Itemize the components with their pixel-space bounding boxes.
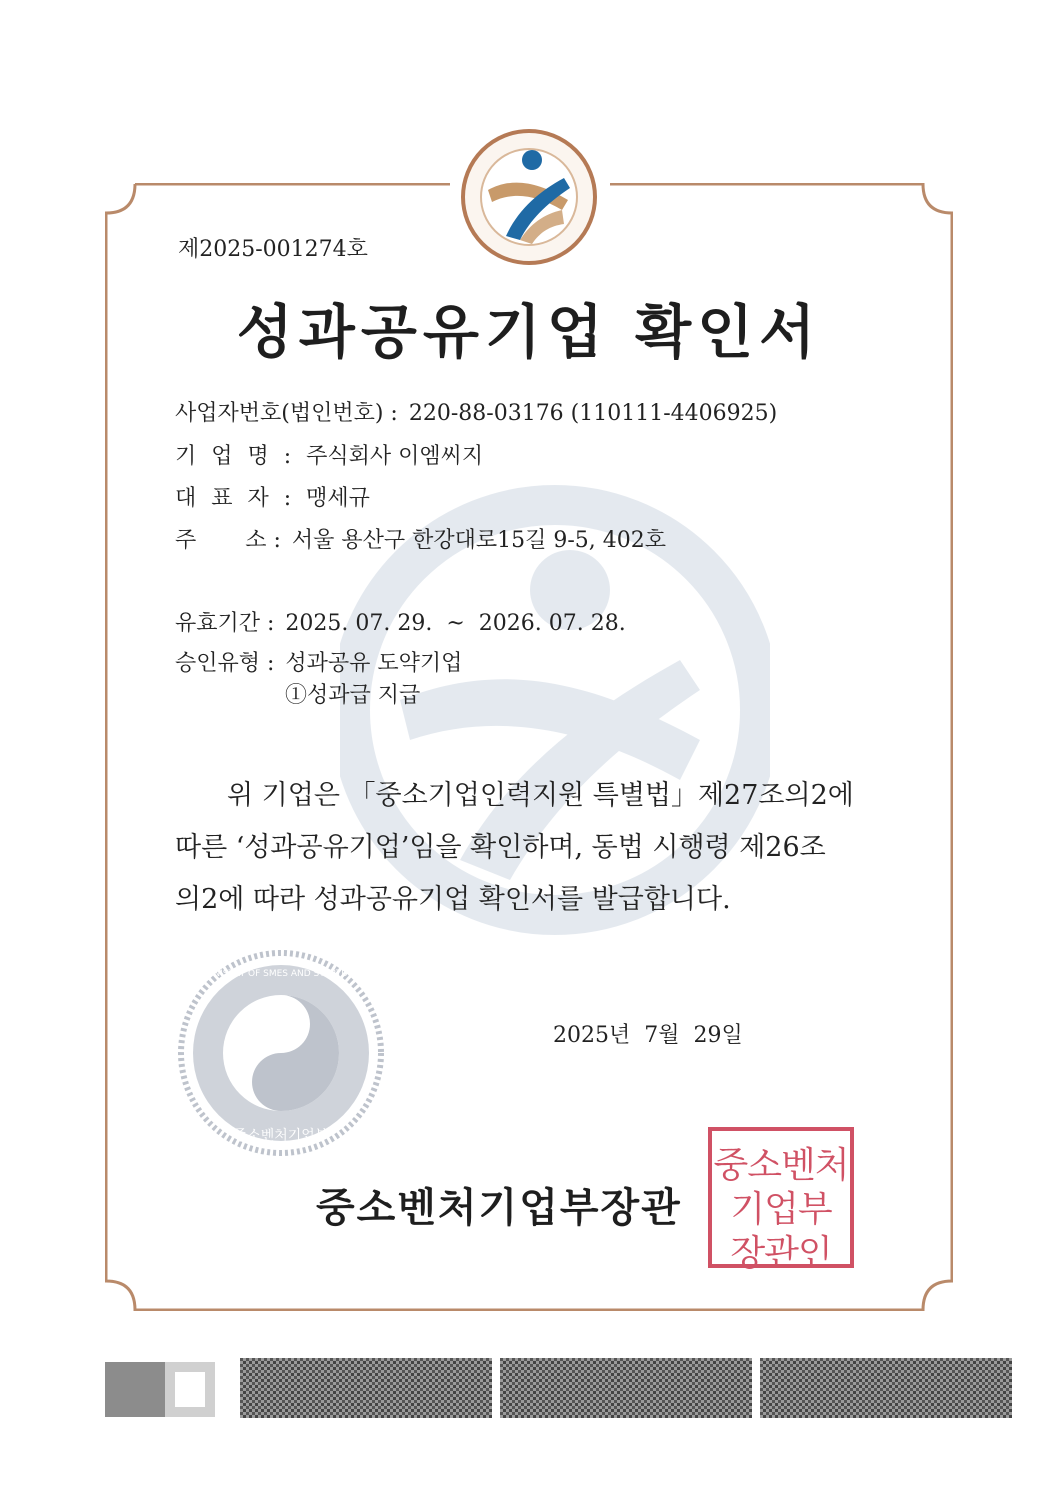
field-label: 승인유형 : <box>175 651 275 676</box>
field-address <box>175 523 666 554</box>
field-value: 서울 용산구 한강대로15길 9-5, 402호 <box>291 528 667 553</box>
field-label: 기 업 명 : <box>175 444 296 469</box>
ministry-seal-english: MINISTRY OF SMES AND STARTUPS <box>202 969 360 979</box>
field-validity <box>175 606 626 637</box>
security-code-icon <box>105 1362 215 1417</box>
security-barcode-icon <box>240 1358 492 1418</box>
ministry-seal-icon <box>178 950 384 1156</box>
body-line: 따른 ‘성과공유기업’임을 확인하며, 동법 시행령 제26조 <box>175 832 826 863</box>
field-value: 2025. 07. 29. ~ 2026. 07. 28. <box>285 611 626 636</box>
field-approval-type <box>175 646 462 677</box>
issue-date: 2025년 7월 29일 <box>553 1023 743 1048</box>
seal-line: 기업부 <box>730 1189 832 1230</box>
field-value: 맹세규 <box>306 486 370 511</box>
official-red-seal <box>708 1127 854 1274</box>
field-representative <box>175 481 370 512</box>
ministry-seal-korean: 중소벤처기업부 <box>233 1128 329 1144</box>
certificate-title: 성과공유기업 확인서 <box>236 298 822 366</box>
field-value: 성과공유 도약기업 <box>285 651 463 676</box>
field-approval-detail: ①성과급 지급 <box>285 683 421 708</box>
field-label: 대 표 자 : <box>175 486 296 511</box>
field-label: 사업자번호(법인번호) : <box>175 401 398 426</box>
security-barcode-icon <box>760 1358 1012 1418</box>
certificate-body <box>175 770 895 926</box>
seal-line: 장관인 <box>730 1233 832 1274</box>
issuer-name: 중소벤처기업부장관 <box>316 1184 682 1231</box>
field-business-number <box>175 396 777 427</box>
security-barcode-icon <box>500 1358 752 1418</box>
body-line: 위 기업은 「중소기업인력지원 특별법」제27조의2에 <box>227 780 854 811</box>
field-label: 주 소 : <box>175 528 281 553</box>
body-line: 의2에 따라 성과공유기업 확인서를 발급합니다. <box>175 884 731 915</box>
seal-line: 중소벤처 <box>713 1145 849 1186</box>
field-label: 유효기간 : <box>175 611 275 636</box>
certificate-number: 제2025-001274호 <box>178 237 368 262</box>
field-company-name <box>175 439 483 470</box>
field-value: 220-88-03176 (110111-4406925) <box>408 401 778 426</box>
field-value: 주식회사 이엠씨지 <box>306 444 484 469</box>
performance-sharing-emblem-icon <box>460 128 598 266</box>
